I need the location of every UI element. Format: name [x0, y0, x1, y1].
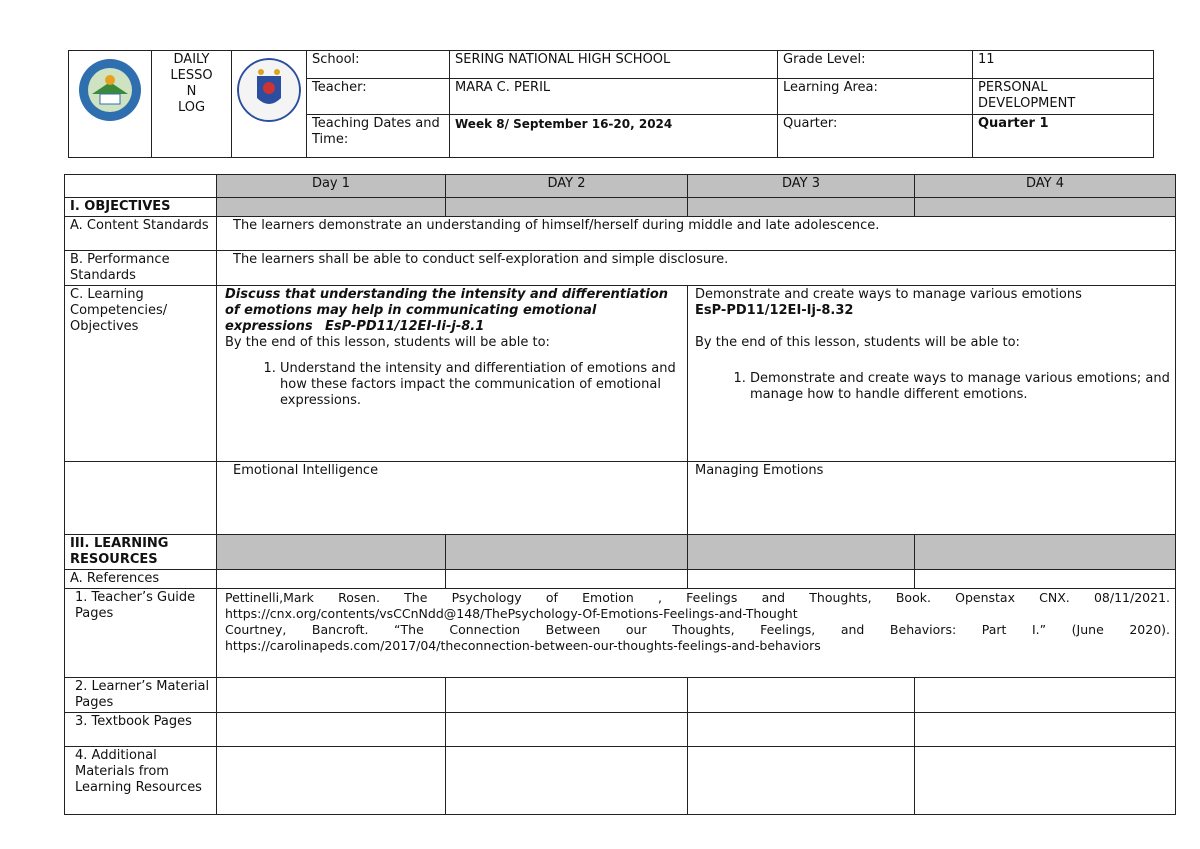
- gray-cell: [217, 535, 446, 570]
- gray-cell: [915, 535, 1176, 570]
- title-line: DAILY: [173, 52, 210, 67]
- blank-cell: [915, 570, 1176, 589]
- blank-cell: [688, 713, 915, 747]
- school-value: SERING NATIONAL HIGH SCHOOL: [450, 51, 778, 79]
- day-header: DAY 2: [446, 175, 688, 198]
- blank-cell: [446, 570, 688, 589]
- deped-seal-icon: [237, 58, 301, 122]
- blank-cell: [688, 747, 915, 815]
- blank-cell: [915, 678, 1176, 713]
- content-day3-4: Managing Emotions: [688, 462, 1176, 535]
- day-header: DAY 3: [688, 175, 915, 198]
- area-value: PERSONAL DEVELOPMENT: [973, 79, 1154, 115]
- title-line: LESSO: [170, 68, 213, 83]
- competency-list: [695, 371, 1170, 403]
- day-header: Day 1: [217, 175, 446, 198]
- gray-cell: [688, 198, 915, 217]
- learners-material-label: 2. Learner’s Material Pages: [65, 678, 217, 713]
- competency-code: EsP-PD11/12EI-Ii-j-8.1: [325, 319, 485, 334]
- gray-cell: [915, 198, 1176, 217]
- gray-cell: [217, 198, 446, 217]
- blank-cell: [65, 175, 217, 198]
- grade-label: Grade Level:: [778, 51, 973, 79]
- blank-cell: [446, 678, 688, 713]
- objectives-heading: I. OBJECTIVES: [65, 198, 217, 217]
- school-logo-cell: [69, 51, 152, 158]
- school-label: School:: [307, 51, 450, 79]
- textbook-label: 3. Textbook Pages: [65, 713, 217, 747]
- references-label: A. References: [65, 570, 217, 589]
- blank-cell: [217, 678, 446, 713]
- blank-cell: [446, 713, 688, 747]
- title-line: LOG: [177, 100, 206, 115]
- school-seal-icon: [78, 58, 142, 122]
- quarter-value: Quarter 1: [973, 115, 1154, 158]
- deped-logo-cell: [232, 51, 307, 158]
- area-label: Learning Area:: [778, 79, 973, 115]
- reference: Pettinelli,Mark Rosen. The Psychology of Emotion , Feelings and Thoughts, Book. Openstax CNX. 08/11/2021. https://cnx.org/contents/vsCCnNdd@148/ThePsychology-Of-Emotions-Feelings-and-Thought: [225, 590, 1170, 621]
- performance-standards-label: B. Performance Standards: [65, 251, 217, 286]
- competency-list: [225, 361, 682, 409]
- blank-cell: [217, 570, 446, 589]
- title-line: N: [186, 84, 197, 99]
- competency-intro: By the end of this lesson, students will be able to:: [225, 335, 550, 350]
- competencies-label: C. Learning Competencies/ Objectives: [65, 286, 217, 462]
- grade-value: 11: [973, 51, 1154, 79]
- lesson-table: [64, 174, 1176, 815]
- teachers-guide-label: 1. Teacher’s Guide Pages: [65, 589, 217, 678]
- dll-title: [152, 51, 232, 158]
- teachers-guide-refs: [217, 589, 1176, 678]
- resources-heading: III. LEARNING RESOURCES: [65, 535, 217, 570]
- competency-intro: By the end of this lesson, students will be able to:: [695, 335, 1020, 350]
- performance-standards-text: The learners shall be able to conduct self-exploration and simple disclosure.: [217, 251, 1176, 286]
- competency-title: Demonstrate and create ways to manage various emotions: [695, 287, 1082, 302]
- teacher-label: Teacher:: [307, 79, 450, 115]
- blank-cell: [915, 713, 1176, 747]
- quarter-label: Quarter:: [778, 115, 973, 158]
- content-standards-label: A. Content Standards: [65, 217, 217, 251]
- content-standards-text: The learners demonstrate an understanding of himself/herself during middle and late adolescence.: [217, 217, 1176, 251]
- additional-materials-label: 4. Additional Materials from Learning Resources: [65, 747, 217, 815]
- dates-value: Week 8/ September 16-20, 2024: [450, 115, 778, 158]
- blank-cell: [217, 713, 446, 747]
- day-header: DAY 4: [915, 175, 1176, 198]
- dates-label: Teaching Dates and Time:: [307, 115, 450, 158]
- blank-cell: [915, 747, 1176, 815]
- teacher-value: MARA C. PERIL: [450, 79, 778, 115]
- competency-item: 1. Understand the intensity and differentiation of emotions and how these factors impact the communication of emotional expressions.: [280, 361, 682, 409]
- gray-cell: [446, 198, 688, 217]
- blank-cell: [65, 462, 217, 535]
- competencies-day1-2: [217, 286, 688, 462]
- content-day1-2: Emotional Intelligence: [217, 462, 688, 535]
- header-table: [68, 50, 1154, 158]
- gray-cell: [688, 535, 915, 570]
- blank-cell: [688, 570, 915, 589]
- competency-item: 1. Demonstrate and create ways to manage various emotions; and manage how to handle different emotions.: [750, 371, 1170, 403]
- blank-cell: [217, 747, 446, 815]
- competencies-day3-4: [688, 286, 1176, 462]
- competency-title: Discuss that understanding the intensity and differentiation of emotions may help in communicating emotional expressions: [225, 287, 669, 334]
- gray-cell: [446, 535, 688, 570]
- competency-code: EsP-PD11/12EI-Ij-8.32: [695, 303, 854, 318]
- blank-cell: [688, 678, 915, 713]
- blank-cell: [446, 747, 688, 815]
- reference: Courtney, Bancroft. “The Connection Between our Thoughts, Feelings, and Behaviors: Part I.” (June 2020). https://carolinapeds.com/2017/04/theconnection-between-our-thoughts-feelings-and-behaviors: [225, 622, 1170, 653]
